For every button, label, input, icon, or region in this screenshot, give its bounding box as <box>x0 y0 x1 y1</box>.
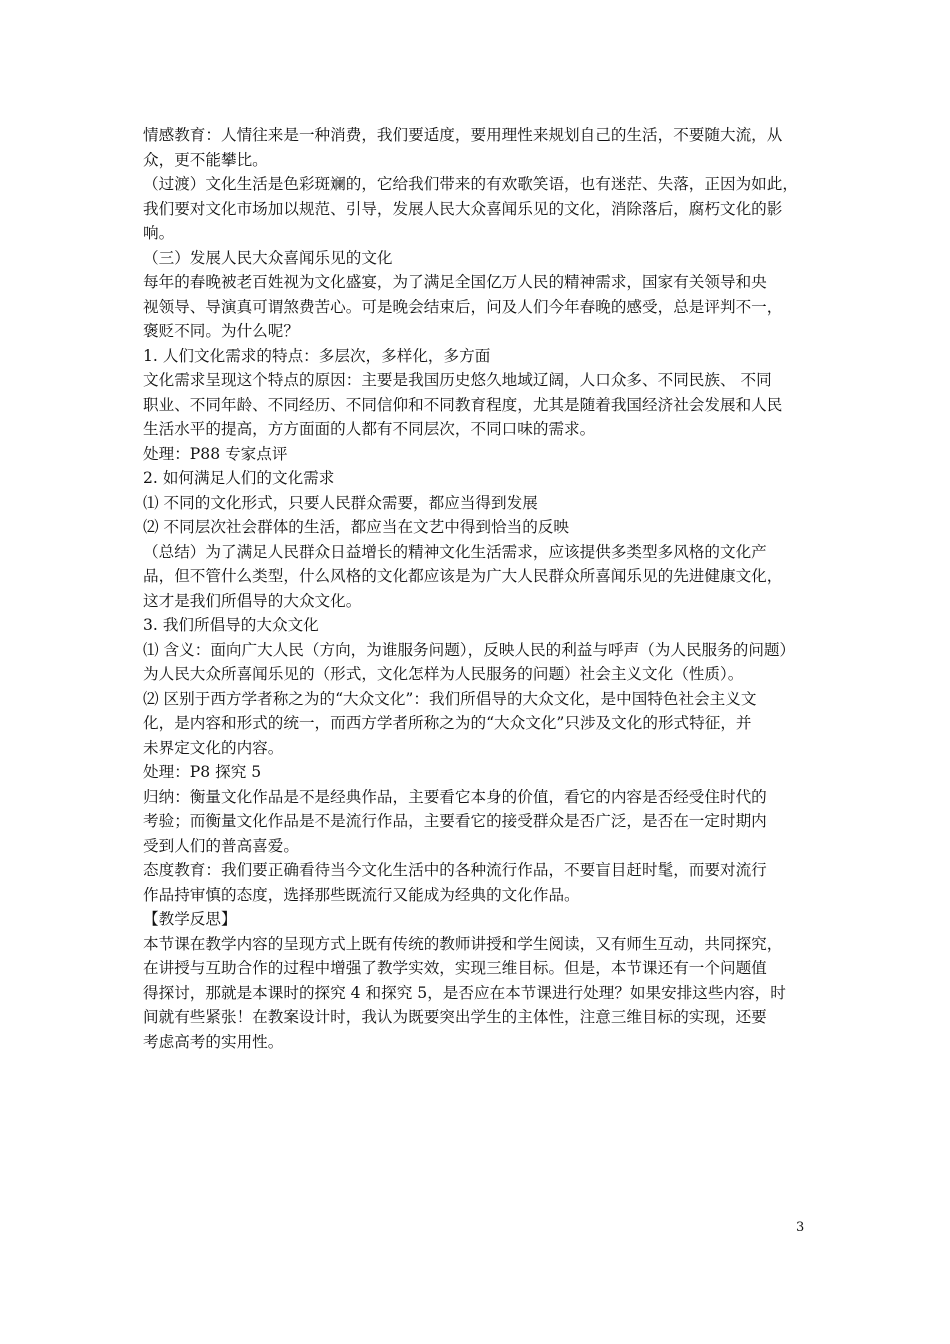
paragraph-line: 处理：P88 专家点评 <box>143 444 288 463</box>
list-item: ⑵ 不同层次社会群体的生活，都应当在文艺中得到恰当的反映 <box>143 518 569 536</box>
paragraph-line: 褒贬不同。为什么呢？ <box>143 322 299 340</box>
paragraph-line: 处理：P8 探究 5 <box>143 763 262 781</box>
paragraph-line: 在讲授与互助合作的过程中增强了教学实效，实现三维目标。但是，本节课还有一个问题值 <box>143 959 767 977</box>
paragraph-line: （过渡）文化生活是色彩斑斓的，它给我们带来的有欢歌笑语，也有迷茫、失落，正因为如此， <box>143 175 798 193</box>
paragraph-line: 文化需求呈现这个特点的原因：主要是我国历史悠久地域辽阔，人口众多、不同民族、 不同 <box>143 371 772 389</box>
paragraph-line: 化，是内容和形式的统一，而西方学者所称之为的“大众文化”只涉及文化的形式特征，并 <box>143 714 752 732</box>
paragraph-line: 视领导、导演真可谓煞费苦心。可是晚会结束后，问及人们今年春晚的感受，总是评判不一， <box>143 297 783 316</box>
paragraph-line: 众，更不能攀比。 <box>143 150 268 169</box>
paragraph-line: 响。 <box>143 224 175 242</box>
paragraph-line: 间就有些紧张！在教案设计时，我认为既要突出学生的主体性，注意三维目标的实现，还要 <box>143 1008 767 1026</box>
paragraph-line: 情感教育：人情往来是一种消费，我们要适度，要用理性来规划自己的生活，不要随大流，从 <box>143 126 783 144</box>
paragraph-line: 考虑高考的实用性。 <box>143 1032 284 1051</box>
paragraph-line: 本节课在教学内容的呈现方式上既有传统的教师讲授和学生阅读，又有师生互动，共同探究， <box>143 934 783 953</box>
numbered-heading: 3. 我们所倡导的大众文化 <box>143 616 319 634</box>
paragraph-line: 考验；而衡量文化作品是不是流行作品，主要看它的接受群众是否广泛，是否在一定时期内 <box>143 812 767 830</box>
paragraph-line: 每年的春晚被老百姓视为文化盛宴，为了满足全国亿万人民的精神需求，国家有关领导和央 <box>143 273 767 291</box>
list-item: ⑵ 区别于西方学者称之为的“大众文化”：我们所倡导的大众文化，是中国特色社会主义文 <box>143 689 757 708</box>
paragraph-line: 归纳：衡量文化作品是不是经典作品，主要看它本身的价值，看它的内容是否经受住时代的 <box>143 787 767 806</box>
list-item: ⑴ 不同的文化形式，只要人民群众需要，都应当得到发展 <box>143 493 538 512</box>
paragraph-line: 得探讨，那就是本课时的探究 4 和探究 5，是否应在本节课进行处理？如果安排这些内容，时 <box>143 983 786 1002</box>
paragraph-line: 为人民大众所喜闻乐见的（形式，文化怎样为人民服务的问题）社会主义文化（性质）。 <box>143 665 744 683</box>
list-item: ⑴ 含义：面向广大人民（方向，为谁服务问题），反映人民的利益与呼声（为人民服务的问题） <box>143 640 796 659</box>
document-body <box>143 123 815 1054</box>
paragraph-line: 品，但不管什么类型，什么风格的文化都应该是为广大人民群众所喜闻乐见的先进健康文化， <box>143 567 783 585</box>
paragraph-line: 态度教育：我们要正确看待当今文化生活中的各种流行作品，不要盲目赶时髦，而要对流行 <box>143 861 767 879</box>
numbered-heading: 2. 如何满足人们的文化需求 <box>143 469 335 487</box>
section-heading: 【教学反思】 <box>143 910 237 928</box>
paragraph-line: 生活水平的提高，方方面面的人都有不同层次，不同口味的需求。 <box>143 420 596 438</box>
paragraph-line: 作品持审慎的态度，选择那些既流行又能成为经典的文化作品。 <box>143 885 580 904</box>
paragraph-line: 未界定文化的内容。 <box>143 738 284 757</box>
paragraph-line: 这才是我们所倡导的大众文化。 <box>143 591 362 610</box>
page-number: 3 <box>796 1220 805 1235</box>
paragraph-line: 我们要对文化市场加以规范、引导，发展人民大众喜闻乐见的文化，消除落后，腐朽文化的影 <box>143 199 783 218</box>
paragraph-line: 受到人们的普高喜爱。 <box>143 836 299 855</box>
section-heading: （三）发展人民大众喜闻乐见的文化 <box>143 248 393 267</box>
paragraph-line: 职业、不同年龄、不同经历、不同信仰和不同教育程度，尤其是随着我国经济社会发展和人民 <box>143 395 783 414</box>
numbered-heading: 1. 人们文化需求的特点：多层次，多样化，多方面 <box>143 346 491 365</box>
paragraph-line: （总结）为了满足人民群众日益增长的精神文化生活需求，应该提供多类型多风格的文化产 <box>143 542 767 561</box>
